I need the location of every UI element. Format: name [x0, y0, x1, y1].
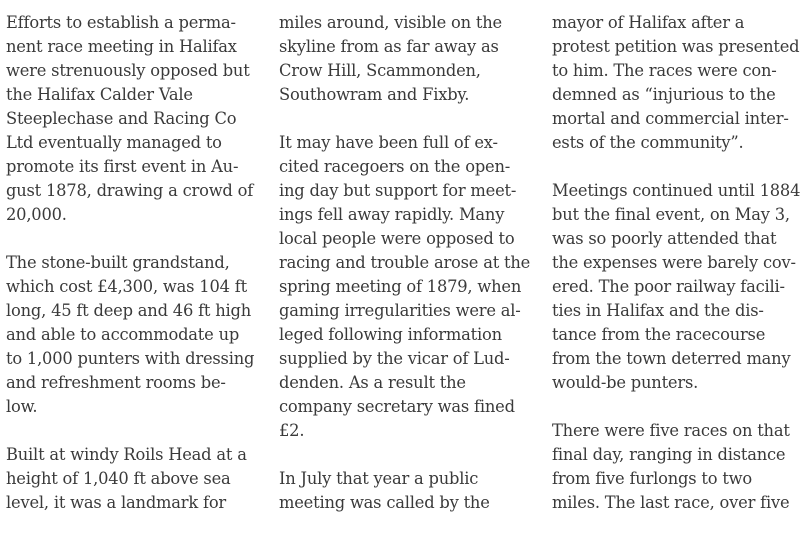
text-line: tance from the racecourse	[552, 325, 766, 344]
text-line: Meetings continued until 1884	[552, 181, 801, 200]
text-line: Efforts to establish a perma-	[6, 13, 236, 32]
text-line: miles. The last race, over five	[552, 493, 790, 512]
paragraph	[279, 131, 529, 443]
text-line: and able to accommodate up	[6, 325, 240, 344]
text-line: and refreshment rooms be-	[6, 373, 226, 392]
text-line: company secretary was fined	[279, 397, 515, 416]
text-line: £2.	[279, 421, 305, 440]
text-line: demned as “injurious to the	[552, 85, 776, 104]
text-line: Ltd eventually managed to	[6, 133, 222, 152]
text-line: nent race meeting in Halifax	[6, 37, 237, 56]
text-line: meeting was called by the	[279, 493, 490, 512]
text-line: ings fell away rapidly. Many	[279, 205, 505, 224]
text-line: to 1,000 punters with dressing	[6, 349, 255, 368]
text-line: the expenses were barely cov-	[552, 253, 796, 272]
text-line: gust 1878, drawing a crowd of	[6, 181, 254, 200]
text-line: from five furlongs to two	[552, 469, 753, 488]
text-line: final day, ranging in distance	[552, 445, 786, 464]
text-line: local people were opposed to	[279, 229, 515, 248]
paragraph	[552, 419, 804, 515]
text-line: spring meeting of 1879, when	[279, 277, 522, 296]
text-line: ests of the community”.	[552, 133, 744, 152]
text-line: In July that year a public	[279, 469, 479, 488]
paragraph	[6, 251, 256, 419]
text-line: low.	[6, 397, 38, 416]
text-line: skyline from as far away as	[279, 37, 499, 56]
text-column-3	[552, 11, 804, 539]
text-line: It may have been full of ex-	[279, 133, 498, 152]
text-line: miles around, visible on the	[279, 13, 502, 32]
text-line: mayor of Halifax after a	[552, 13, 745, 32]
paragraph	[6, 11, 256, 227]
text-line: Steeplechase and Racing Co	[6, 109, 237, 128]
text-line: from the town deterred many	[552, 349, 791, 368]
text-line: which cost £4,300, was 104 ft	[6, 277, 247, 296]
text-line: ing day but support for meet-	[279, 181, 517, 200]
text-line: denden. As a result the	[279, 373, 466, 392]
paragraph	[6, 443, 256, 515]
text-line: the Halifax Calder Vale	[6, 85, 193, 104]
text-line: The stone-built grandstand,	[6, 253, 230, 272]
text-line: Crow Hill, Scammonden,	[279, 61, 481, 80]
text-line: protest petition was presented	[552, 37, 800, 56]
text-line: cited racegoers on the open-	[279, 157, 511, 176]
text-line: long, 45 ft deep and 46 ft high	[6, 301, 252, 320]
text-line: ered. The poor railway facili-	[552, 277, 785, 296]
text-line: There were five races on that	[552, 421, 790, 440]
text-line: ties in Halifax and the dis-	[552, 301, 764, 320]
text-line: gaming irregularities were al-	[279, 301, 521, 320]
text-line: would-be punters.	[552, 373, 699, 392]
paragraph	[279, 467, 529, 515]
text-line: Built at windy Roils Head at a	[6, 445, 247, 464]
text-column-2	[279, 11, 529, 539]
text-line: Southowram and Fixby.	[279, 85, 470, 104]
text-line: but the final event, on May 3,	[552, 205, 790, 224]
text-line: level, it was a landmark for	[6, 493, 227, 512]
text-column-1	[6, 11, 256, 539]
text-line: leged following information	[279, 325, 502, 344]
paragraph	[552, 11, 804, 155]
paragraph	[279, 11, 529, 107]
text-line: height of 1,040 ft above sea	[6, 469, 231, 488]
text-line: was so poorly attended that	[552, 229, 777, 248]
text-line: were strenuously opposed but	[6, 61, 250, 80]
paragraph	[552, 179, 804, 395]
text-line: to him. The races were con-	[552, 61, 777, 80]
text-line: 20,000.	[6, 205, 67, 224]
text-line: supplied by the vicar of Lud-	[279, 349, 510, 368]
text-line: racing and trouble arose at the	[279, 253, 531, 272]
text-line: promote its first event in Au-	[6, 157, 239, 176]
text-line: mortal and commercial inter-	[552, 109, 789, 128]
